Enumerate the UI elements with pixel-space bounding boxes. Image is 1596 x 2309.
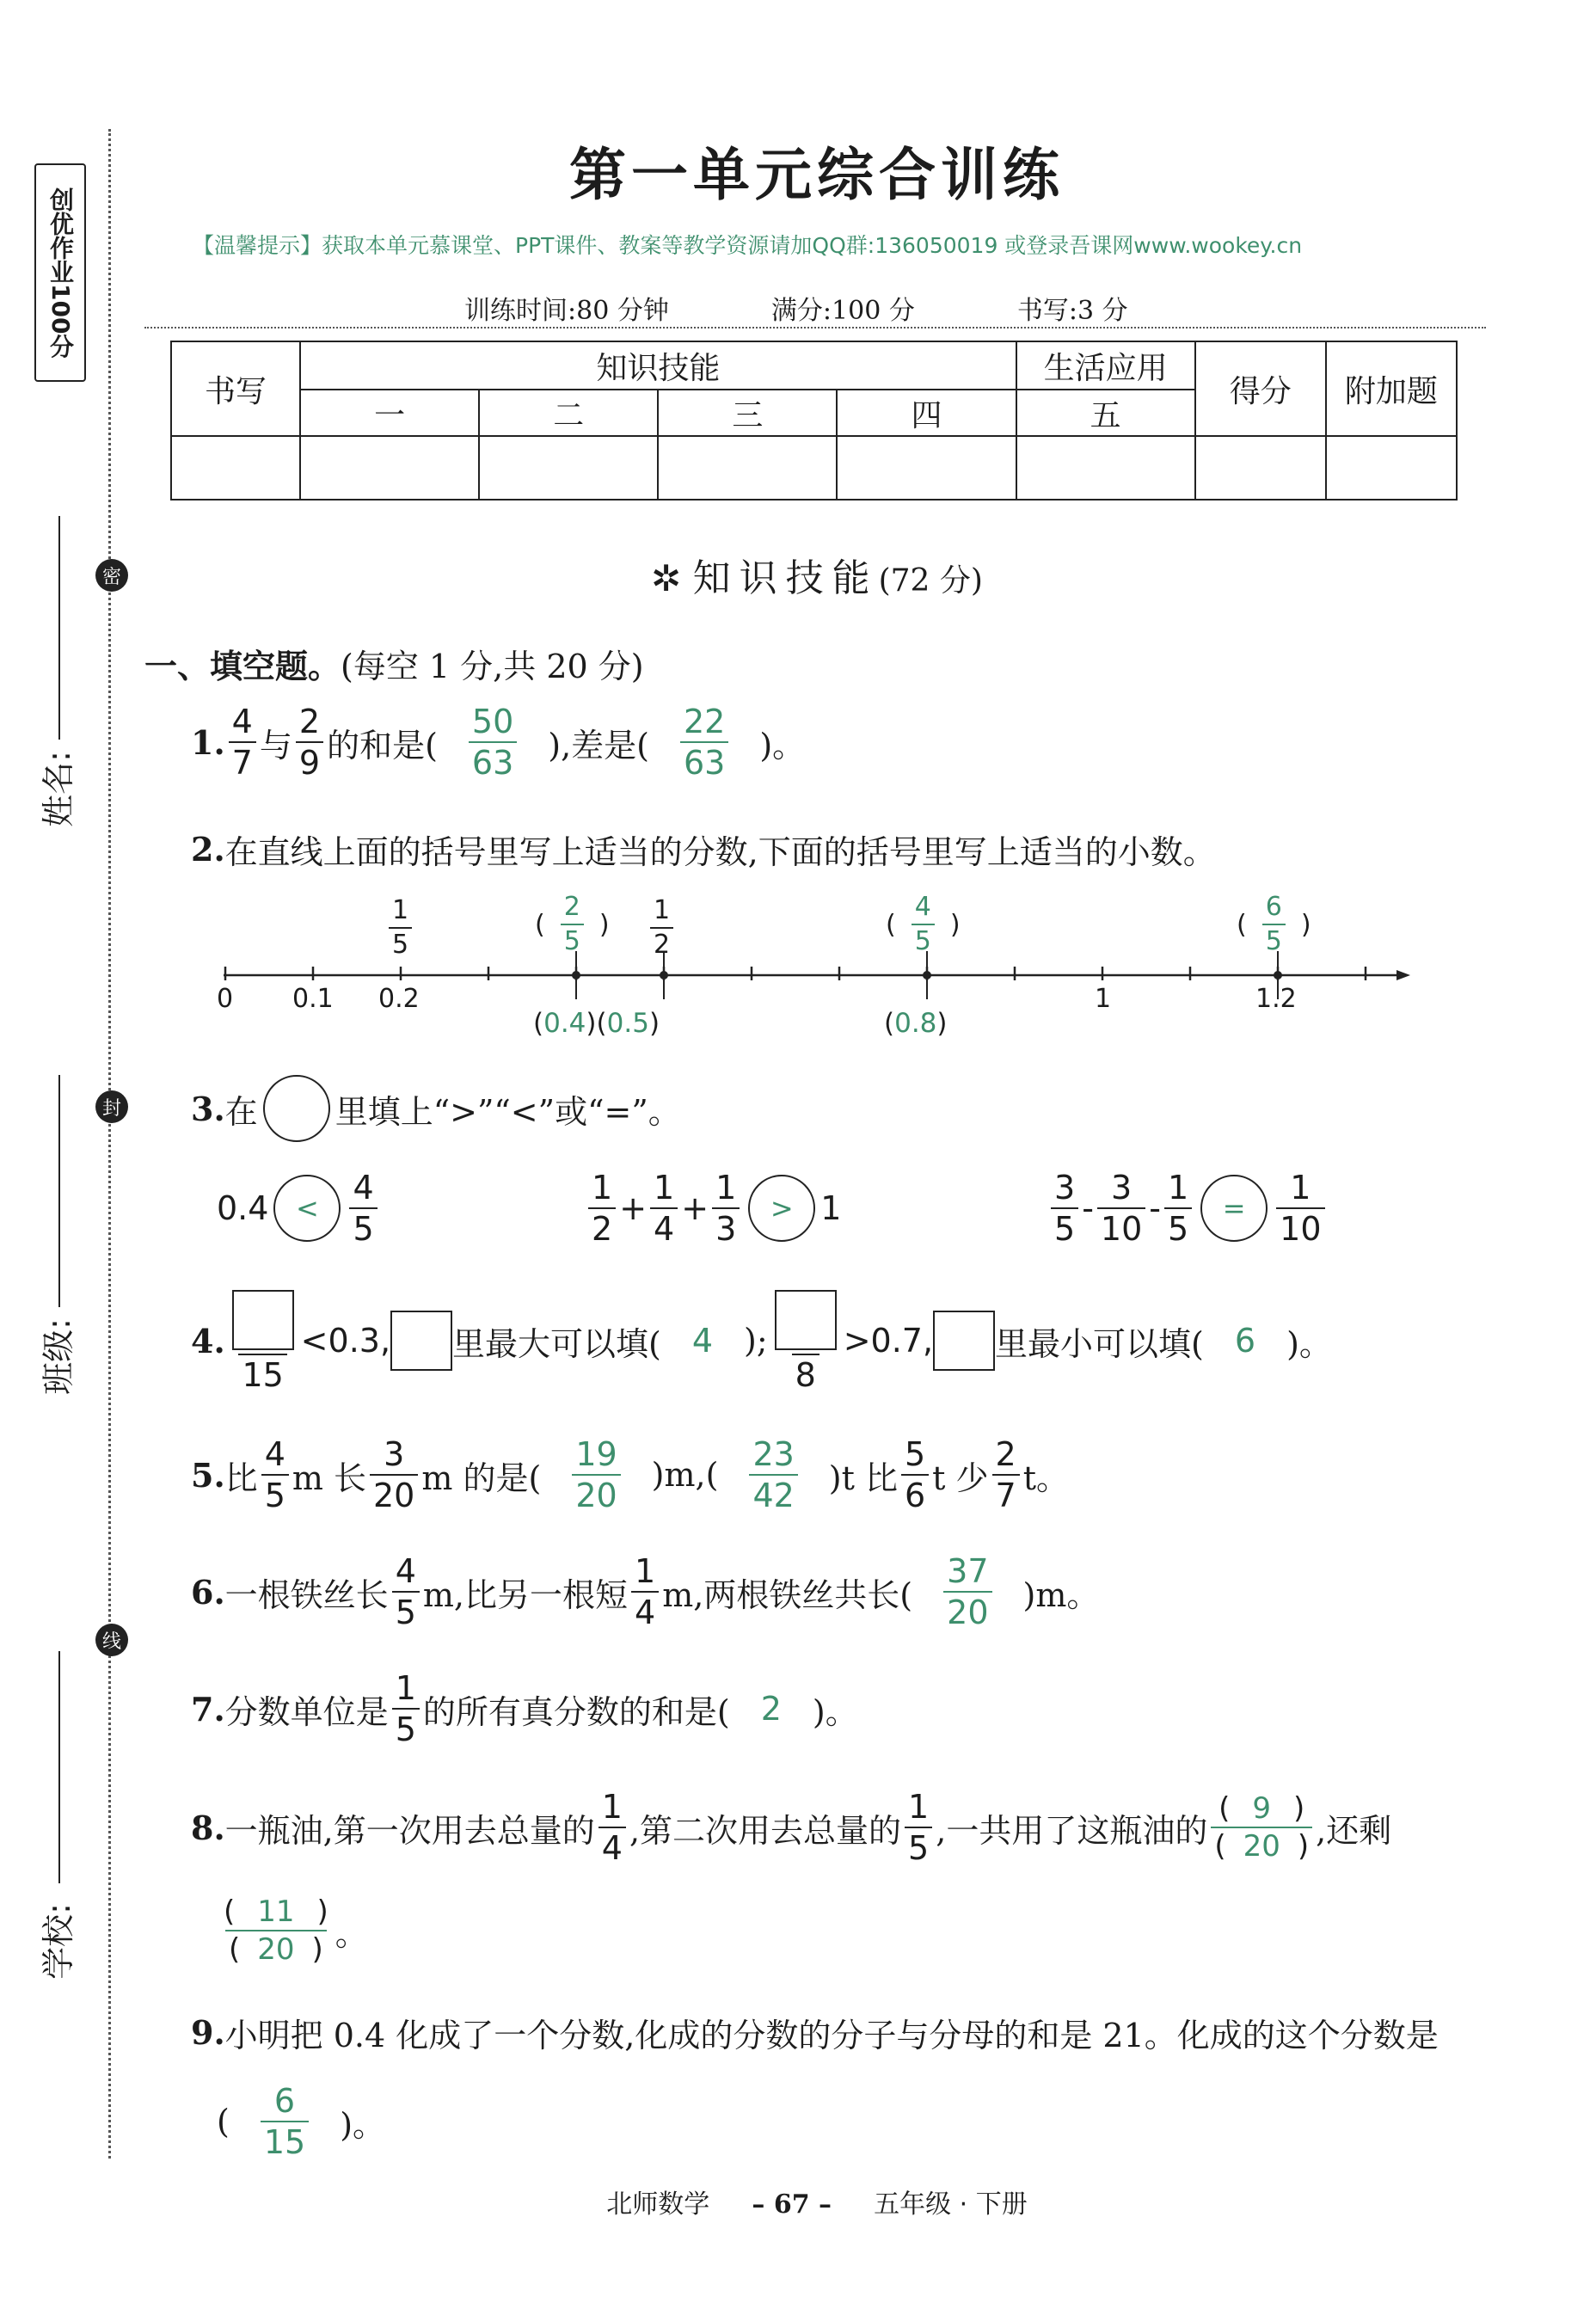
- class-line[interactable]: [58, 1075, 60, 1307]
- score-col-4: 四: [837, 390, 1016, 436]
- question-3: [191, 1075, 681, 1142]
- footer-page: – 67 –: [752, 2189, 832, 2220]
- q4-box-3: [775, 1290, 837, 1350]
- number-line: [0, 886, 1596, 1058]
- score-col-2: 二: [479, 390, 658, 436]
- seal-mark-mi: 密: [95, 559, 128, 592]
- answer-top-2-5[interactable]: ( $\frac{2}{5}$ ): [535, 892, 610, 956]
- score-cell[interactable]: [837, 436, 1016, 500]
- tick-label-1.2: 1.2: [1255, 984, 1297, 1014]
- score-cell[interactable]: [479, 436, 658, 500]
- q4-box-4: [933, 1311, 995, 1371]
- q1-text: 的和是(: [327, 726, 438, 765]
- question-9-cont: ( $\frac{6}{15}$ )。: [217, 2082, 386, 2161]
- answer-bottom-0.8-wrap: (0.8): [884, 1008, 948, 1039]
- section-star-icon: ✲: [651, 557, 682, 599]
- seal-mark-feng: 封: [95, 1090, 128, 1123]
- q9-number: 9.: [191, 2013, 225, 2052]
- part1-heading: [144, 640, 644, 687]
- score-col-5: 五: [1016, 390, 1195, 436]
- score-col-3: 三: [658, 390, 837, 436]
- q1-text: ),差是(: [548, 726, 649, 765]
- answer-top-6-5[interactable]: ( $\frac{6}{5}$ ): [1237, 892, 1311, 956]
- label-one-fifth: $\frac{1}{5}$: [385, 898, 415, 958]
- score-head-writing: 书写: [171, 341, 300, 436]
- q8-answer-2[interactable]: $\frac{( 11 )}{( 20 )}$: [224, 1894, 328, 1967]
- score-cell[interactable]: [658, 436, 837, 500]
- resource-tip: 【温馨提示】获取本单元慕课堂、PPT课件、教案等教学资源请加QQ群:136050019 或登录吾课网www.wookey.cn: [193, 233, 1303, 258]
- score-head-extra: 附加题: [1326, 341, 1457, 436]
- q3-e3-answer[interactable]: =: [1200, 1175, 1268, 1242]
- name-label: 姓名:: [39, 751, 77, 827]
- q1-answer-sum-den[interactable]: 63: [469, 741, 517, 779]
- question-5: 5. 比 $\frac{4}{5}$ m 长 $\frac{3}{20}$ m 的是( $\frac{19}{20}$ )m,( $\frac{23}{42}$ )t 比 $\frac{5}{6}$ t 少 $\frac{2}{7}$ t。: [191, 1435, 1069, 1514]
- answer-bottom-0.8[interactable]: 0.8: [894, 1008, 937, 1039]
- number-line-point: [660, 972, 667, 979]
- page-title: 第一单元综合训练: [569, 141, 1065, 208]
- tick-label-0.1: 0.1: [292, 984, 334, 1014]
- question-7: 7. 分数单位是 $\frac{1}{5}$ 的所有真分数的和是( 2 )。: [191, 1669, 858, 1748]
- q1-f1-num: 4: [231, 703, 253, 740]
- q3-expr-3: $\frac{3}{5}$ - $\frac{3}{10}$ - $\frac{1}{5}$ = $\frac{1}{10}$: [1047, 1171, 1329, 1245]
- score-head-total: 得分: [1195, 341, 1326, 436]
- q3-expr-1: 0.4 < $\frac{4}{5}$: [217, 1171, 381, 1245]
- header-divider: [144, 327, 1486, 329]
- question-8-cont: $\frac{( 11 )}{( 20 )}$ 。: [217, 1897, 368, 1964]
- q4-answer-2[interactable]: 6: [1234, 1322, 1256, 1360]
- number-line-point: [573, 972, 580, 979]
- q1-text: 与: [259, 726, 292, 765]
- q8-number: 8.: [191, 1808, 225, 1847]
- page-footer: [0, 2183, 1596, 2220]
- section-name: 知识技能: [692, 556, 879, 600]
- q3-e2-answer[interactable]: >: [748, 1175, 815, 1242]
- q5-answer-1[interactable]: $\frac{19}{20}$: [572, 1438, 620, 1512]
- number-line-point: [1274, 972, 1281, 979]
- score-col-1: 一: [300, 390, 479, 436]
- class-label: 班级:: [39, 1318, 77, 1395]
- q2-text: 在直线上面的括号里写上适当的分数,下面的括号里写上适当的小数。: [224, 833, 1216, 871]
- q1-text: )。: [759, 726, 806, 765]
- score-cell[interactable]: [171, 436, 300, 500]
- seal-mark-xian: 线: [95, 1624, 128, 1656]
- section-points: (72 分): [878, 563, 983, 599]
- q1-answer-diff-den[interactable]: 63: [680, 741, 728, 779]
- q3-expr-2: $\frac{1}{2}$ + $\frac{1}{4}$ + $\frac{1}{3}$ > 1: [585, 1171, 841, 1245]
- footer-subject: 北师数学: [606, 2189, 710, 2220]
- answer-bottom-row: (0.4)(0.5): [533, 1008, 660, 1039]
- school-line[interactable]: [58, 1651, 60, 1883]
- label-one-half: $\frac{1}{2}$: [647, 898, 677, 958]
- q1-f2-num: 2: [298, 703, 321, 740]
- q3-circle-icon: [263, 1075, 330, 1142]
- binding-dotted-line: [108, 129, 111, 2159]
- score-cell[interactable]: [1016, 436, 1195, 500]
- exam-info: [464, 289, 1128, 327]
- part1-title: 一、填空题。: [144, 647, 341, 685]
- answer-bottom-0.5[interactable]: 0.5: [606, 1008, 649, 1039]
- writing-score: 书写:3 分: [1016, 296, 1128, 326]
- part1-note: (每空 1 分,共 20 分): [341, 648, 644, 685]
- q7-number: 7.: [191, 1689, 225, 1729]
- q5-number: 5.: [191, 1455, 225, 1495]
- q1-f1-den: 7: [229, 741, 256, 779]
- q4-answer-1[interactable]: 4: [691, 1322, 714, 1360]
- score-table: [170, 341, 1458, 500]
- q9-answer[interactable]: $\frac{6}{15}$: [261, 2085, 309, 2159]
- q3-text: 里填上“>”“<”或“=”。: [335, 1092, 681, 1131]
- q6-number: 6.: [191, 1572, 225, 1612]
- q4-box-1: [232, 1290, 294, 1350]
- q2-number: 2.: [191, 830, 225, 869]
- question-1: [191, 703, 806, 782]
- score-cell[interactable]: [1326, 436, 1457, 500]
- tick-label-1: 1: [1095, 984, 1112, 1014]
- q4-box-2: [390, 1311, 452, 1371]
- score-head-knowledge: 知识技能: [300, 341, 1016, 390]
- score-cell[interactable]: [300, 436, 479, 500]
- question-9: 9. 小明把 0.4 化成了一个分数,化成的分数的分子与分母的和是 21。化成的这个分数是: [191, 2013, 1439, 2054]
- q4-number: 4.: [191, 1321, 225, 1360]
- q6-answer[interactable]: $\frac{37}{20}$: [943, 1555, 991, 1629]
- score-cell[interactable]: [1195, 436, 1326, 500]
- q8-answer-1[interactable]: $\frac{( 9 )}{( 20 )}$: [1211, 1794, 1312, 1861]
- tick-label-0: 0: [217, 984, 234, 1014]
- q3-text: 在: [224, 1092, 258, 1131]
- number-line-arrow: [1396, 970, 1410, 980]
- question-2: [191, 826, 1216, 873]
- tick-label-0.2: 0.2: [378, 984, 420, 1014]
- answer-bottom-0.4[interactable]: 0.4: [543, 1008, 586, 1039]
- q1-f2-den: 9: [296, 741, 323, 779]
- question-4: 4. 15 <0.3, 里最大可以填( 4 ); 8 >0.7, 里最小可以填( 6 )。: [191, 1290, 1332, 1391]
- q1-answer-diff-num[interactable]: 22: [683, 703, 726, 740]
- footer-grade: 五年级 · 下册: [874, 2189, 1028, 2220]
- section-title: [0, 547, 1596, 602]
- side-badge-text: 创优作业100分: [46, 187, 75, 359]
- q5-answer-2[interactable]: $\frac{23}{42}$: [749, 1438, 797, 1512]
- q1-number: 1.: [191, 722, 225, 762]
- q7-answer[interactable]: 2: [760, 1690, 782, 1728]
- q1-answer-sum-num[interactable]: 50: [471, 703, 514, 740]
- answer-top-4-5[interactable]: ( $\frac{4}{5}$ ): [886, 892, 961, 956]
- q3-e1-left: 0.4: [217, 1189, 269, 1227]
- question-8: 8. 一瓶油,第一次用去总量的 $\frac{1}{4}$ ,第二次用去总量的 $\frac{1}{5}$ ,一共用了这瓶油的 $\frac{( 9 )}{( 20 )}$ ,还剩: [191, 1788, 1392, 1867]
- number-line-point: [924, 972, 930, 979]
- q3-number: 3.: [191, 1089, 225, 1128]
- q3-e1-answer[interactable]: <: [273, 1175, 341, 1242]
- full-score: 满分:100 分: [770, 296, 915, 326]
- score-head-life: 生活应用: [1016, 341, 1195, 390]
- question-6: 6. 一根铁丝长 $\frac{4}{5}$ m,比另一根短 $\frac{1}{4}$ m,两根铁丝共长( $\frac{37}{20}$ )m。: [191, 1552, 1100, 1631]
- school-label: 学校:: [39, 1903, 77, 1980]
- exam-time: 训练时间:80 分钟: [464, 296, 669, 326]
